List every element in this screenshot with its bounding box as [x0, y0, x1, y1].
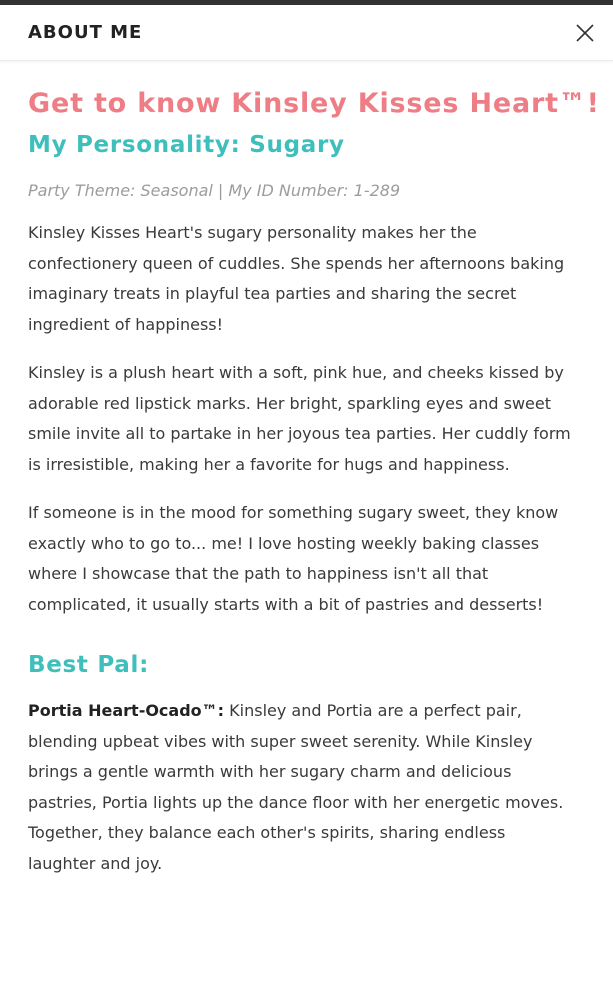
modal-title: ABOUT ME [28, 22, 143, 43]
close-button[interactable] [573, 21, 597, 45]
bio-paragraph: Kinsley is a plush heart with a soft, pink hue, and cheeks kissed by adorable red lipstick marks. Her bright, sparkling eyes and sweet smile invite all to partake in her joyous tea parties. Her cuddly form is irresistible, making her a favorite for hugs and happiness. [28, 363, 571, 474]
best-pal-text: Kinsley and Portia are a perfect pair, blending upbeat vibes with super sweet serenity. While Kinsley brings a gentle warmth with her sugary charm and delicious pastries, Portia lights up the dance floor with her energetic moves. Together, they balance each other's spirits, sharing endless laughter and joy. [28, 701, 564, 873]
about-content [0, 86, 613, 879]
page-title: Get to know Kinsley Kisses Heart™! [28, 88, 600, 119]
modal-header [0, 5, 613, 61]
best-pal-paragraph [28, 696, 577, 879]
bio-paragraph: If someone is in the mood for something sugary sweet, they know exactly who to go to... me! I love hosting weekly baking classes where I showcase that the path to happiness isn't all that complicated, it usually starts with a bit of pastries and desserts! [28, 503, 559, 614]
best-pal-name: Portia Heart-Ocado™: [28, 701, 225, 720]
party-theme-meta: Party Theme: Seasonal | My ID Number: 1-289 [28, 181, 401, 200]
close-icon [575, 23, 595, 43]
bio-paragraph: Kinsley Kisses Heart's sugary personality makes her the confectionery queen of cuddles. She spends her afternoons baking imaginary treats in playful tea parties and sharing the secret ingredient of happiness! [28, 223, 565, 334]
personality-heading: My Personality: Sugary [28, 132, 345, 158]
best-pal-heading: Best Pal: [28, 652, 149, 678]
